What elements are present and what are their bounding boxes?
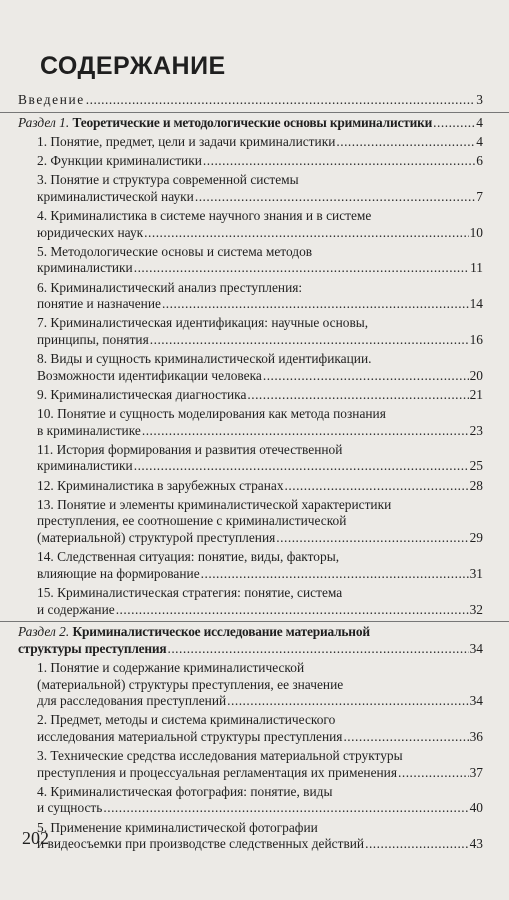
toc-page-number: 37 [469,764,483,780]
toc-leader-dots [134,260,469,277]
toc-item [0,784,509,817]
toc-page-number: 4 [476,114,483,130]
toc-section-text [18,115,432,132]
toc-intro [0,92,509,109]
toc-page-number: 32 [469,601,483,617]
toc-page-number: 43 [469,836,483,852]
toc-item [0,208,509,241]
toc-entry-text: принципы, понятия [37,331,149,347]
toc-section-number: Раздел 1. [18,114,73,130]
toc-item [0,406,509,439]
toc-item [0,280,509,313]
toc-entry-line: 2. Предмет, методы и система криминалистического [37,712,336,728]
toc-leader-dots [150,332,469,349]
toc-entry-text: криминалистической науки [37,188,194,204]
toc-entry-text: в криминалистике [37,422,141,438]
toc-entry-text: 9. Криминалистическая диагностика [37,386,247,402]
toc-item [0,387,509,404]
toc-entry-last-line [37,332,509,349]
toc-entry-line: 6. Криминалистический анализ преступления: [37,279,303,295]
toc-entry-line: 5. Методологические основы и система методов [37,243,313,259]
toc-leader-dots [162,296,469,313]
toc-entry-line: 4. Криминалистика в системе научного знания и в системе [37,207,372,223]
page-number: 202 [22,828,49,848]
toc-entry-last-line [37,602,509,619]
toc-leader-dots [116,602,469,619]
toc-leader-dots [86,92,476,109]
toc-page-number: 14 [469,296,483,312]
toc-item [0,820,509,853]
toc-entry-text: исследования материальной структуры преступления [37,728,343,744]
toc-entry-last-line [37,153,509,170]
toc-page-number: 34 [469,640,483,656]
toc-leader-dots [144,225,468,242]
toc-entry-last-line [37,836,509,853]
toc-entry-text: влияющие на формирование [37,565,200,581]
toc-section-title: структуры преступления [18,640,167,656]
toc-leader-dots [263,368,469,385]
toc-entry-text: юридических наук [37,224,144,240]
toc-entry-line: (материальной) структуры преступления, ее значение [37,676,344,692]
toc-section-title: Криминалистическое исследование материальной [72,624,370,640]
toc-leader-dots [103,800,468,817]
toc-page-number: 23 [469,422,483,438]
toc-page-number: 6 [476,152,483,168]
toc-leader-dots [247,387,468,404]
toc-entry-last-line [37,478,509,495]
toc-entry-last-line [37,387,509,404]
toc-page-number: 20 [469,367,483,383]
toc-entry-text: 1. Понятие, предмет, цели и задачи криминалистики [37,133,336,149]
toc-item [0,244,509,277]
toc-entry-last-line [18,92,509,109]
toc-page-number: 40 [469,800,483,816]
toc-entry-line: 3. Понятие и структура современной системы [37,172,299,188]
toc-entry-last-line [37,566,509,583]
toc-leader-dots [285,478,469,495]
toc-item [0,351,509,384]
toc-entry-text: и содержание [37,601,115,617]
toc-entry-text: и сущность [37,800,103,816]
toc-page-number: 31 [469,565,483,581]
toc-page-number: 36 [469,728,483,744]
toc-page-number: 29 [469,529,483,545]
toc-entry-text: (материальной) структурой преступления [37,529,276,545]
toc-entry-last-line [37,260,509,277]
toc-entry-line: 5. Применение криминалистической фотографии [37,819,318,835]
toc-leader-dots [365,836,469,853]
toc-entry-last-line [37,765,509,782]
toc-item [0,660,509,710]
toc-item [0,153,509,170]
toc-leader-dots [201,566,469,583]
toc-entry-text: Возможности идентификации человека [37,367,262,383]
toc-entry-line: 7. Криминалистическая идентификация: научные основы, [37,315,369,331]
toc-entry-line: 13. Понятие и элементы криминалистической характеристики [37,496,392,512]
toc-leader-dots [343,729,468,746]
toc-page-number: 25 [469,458,483,474]
toc-entry-line: 8. Виды и сущность криминалистической идентификации. [37,351,372,367]
toc-page-number: 16 [469,331,483,347]
toc-entry-line: 11. История формирования и развития отечественной [37,441,343,457]
toc-page-number: 3 [476,92,483,107]
toc-leader-dots [134,458,469,475]
toc-page-number: 21 [469,386,483,402]
toc-entry-line: 1. Понятие и содержание криминалистической [37,659,305,675]
toc-item [0,549,509,582]
toc-entry-last-line [37,225,509,242]
toc-page-number: 10 [469,224,483,240]
toc-entry-text: криминалистики [37,260,133,276]
toc-item [0,134,509,151]
toc-section-last-line [18,641,509,658]
toc-entry-text: понятие и назначение [37,296,161,312]
toc-entry-line: 10. Понятие и сущность моделирования как метода познания [37,406,386,422]
toc-entry-last-line [37,729,509,746]
toc-item [0,712,509,745]
toc-page-number: 7 [476,188,483,204]
page-title: СОДЕРЖАНИЕ [40,52,226,80]
toc-leader-dots [227,693,468,710]
toc-leader-dots [276,530,468,547]
toc-item [0,585,509,618]
toc-item [0,442,509,475]
toc-entry-line: преступления, ее соотношение с криминалистической [37,513,347,529]
toc-entry-line: 14. Следственная ситуация: понятие, виды, факторы, [37,549,340,565]
toc-entry-last-line [37,134,509,151]
toc-entry-last-line [37,530,509,547]
toc-entry-line: 4. Криминалистическая фотография: понятие, виды [37,783,333,799]
table-of-contents [0,92,509,855]
toc-leader-dots [398,765,469,782]
toc-item [0,172,509,205]
toc-entry-last-line [37,189,509,206]
toc-leader-dots [195,189,475,206]
toc-item [0,478,509,495]
toc-entry-text: криминалистики [37,458,133,474]
toc-item [0,748,509,781]
toc-leader-dots [433,115,475,132]
toc-entry-last-line [37,800,509,817]
toc-item [0,315,509,348]
toc-section-number: Раздел 2. [18,624,73,640]
toc-leader-dots [142,423,469,440]
toc-entry-text: 12. Криминалистика в зарубежных странах [37,477,284,493]
toc-leader-dots [167,641,468,658]
toc-entry-last-line [37,693,509,710]
toc-entry-text: для расследования преступлений [37,693,227,709]
toc-leader-dots [336,134,475,151]
toc-item [0,497,509,547]
toc-entry-line: 15. Криминалистическая стратегия: понятие, система [37,584,343,600]
toc-entry-line: 3. Технические средства исследования материальной структуры [37,748,403,764]
toc-section-heading [0,112,509,132]
toc-entry-text: преступления и процессуальная регламентация их применения [37,764,398,780]
toc-section-heading [0,621,509,657]
toc-entry-last-line [37,368,509,385]
toc-entry-last-line [37,458,509,475]
toc-entry-text: Введение [18,92,85,107]
toc-section-line [18,624,509,641]
toc-page-number: 34 [469,693,483,709]
toc-section-text [18,641,166,658]
toc-page-number: 28 [469,477,483,493]
toc-page-number: 4 [476,133,483,149]
toc-section-last-line [18,115,509,132]
toc-leader-dots [203,153,475,170]
toc-entry-text: и видеосъемки при производстве следственных действий [37,836,365,852]
toc-page-number: 11 [470,260,483,276]
toc-section-title: Теоретические и методологические основы криминалистики [72,114,433,130]
toc-entry-text: 2. Функции криминалистики [37,152,202,168]
toc-entry-last-line [37,296,509,313]
toc-entry-last-line [37,423,509,440]
